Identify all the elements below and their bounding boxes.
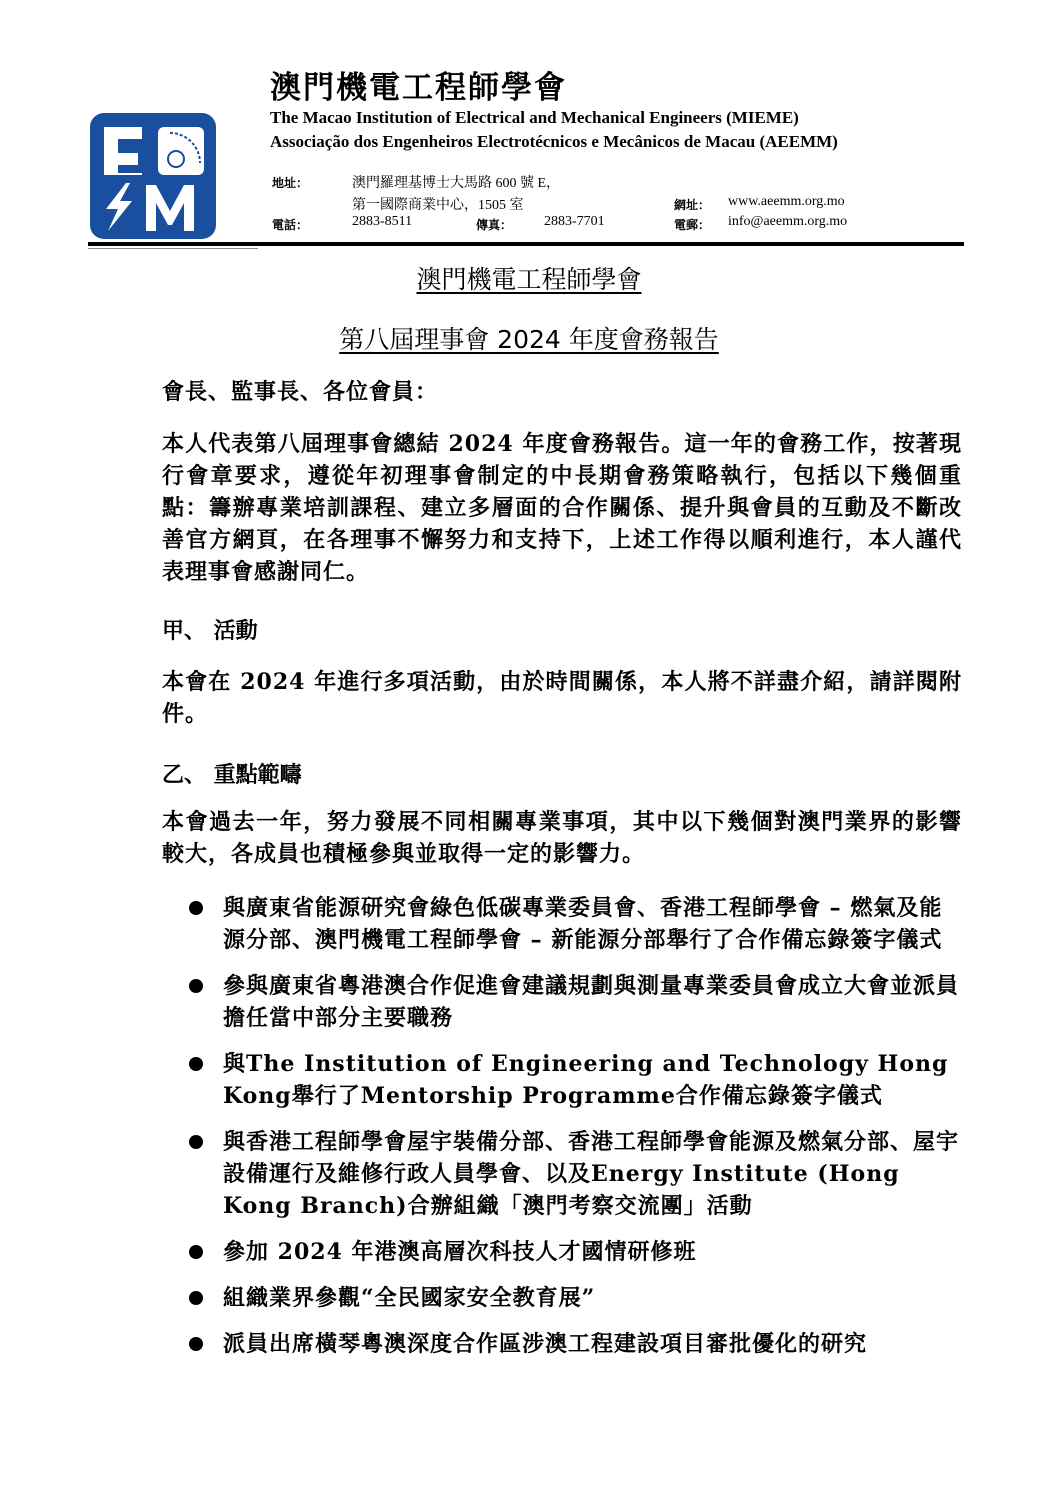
address-label: 地址： [272,176,309,190]
list-item-text: 派員出席橫琴粵澳深度合作區涉澳工程建設項目審批優化的研究 [223,1331,868,1357]
header-divider-thin [88,248,258,249]
email-link[interactable]: info@aeemm.org.mo [728,214,848,229]
fax-label: 傳真： [476,218,513,232]
fax-number: 2883-7701 [544,214,605,229]
list-item-text: 與香港工程師學會屋宇裝備分部、香港工程師學會能源及燃氣分部、屋宇設備運行及維修行政人員學會、以及Energy Institute (Hong Kong Branch)合辦組織「澳門考察交流團」活動 [223,1129,960,1219]
bullet-icon [189,1135,203,1149]
list-item [185,1328,965,1360]
document-subtitle: 第八屆理事會 2024 年度會務報告 [339,325,719,354]
list-item [185,1282,965,1314]
salutation-text: 會長、監事長、各位會員： [162,379,439,405]
list-item [185,892,965,956]
bullet-icon [189,1291,203,1305]
bullet-icon [189,979,203,993]
address-line-1: 澳門羅理基博士大馬路 600 號 E， [352,176,561,191]
section-a-text: 本會在 2024 年進行多項活動，由於時間關係，本人將不詳盡介紹，請詳閱附件。 [162,669,962,727]
address-line-2: 第一國際商業中心，1505 室 [352,198,524,213]
mieme-logo [90,113,216,239]
section-b-heading: 乙、 重點範疇 [162,762,302,788]
section-b-paragraph [162,806,962,870]
list-item-text: 參加 2024 年港澳高層次科技人才國情研修班 [223,1239,697,1265]
phone-number: 2883-8511 [352,214,413,229]
section-a-heading: 甲、 活動 [162,618,258,644]
section-a-paragraph [162,666,962,730]
key-areas-list [185,892,965,1374]
org-name-en: The Macao Institution of Electrical and Mechanical Engineers (MIEME) [270,108,799,127]
intro-text: 本人代表第八屆理事會總結 2024 年度會務報告。這一年的會務工作，按著現行會章要求，遵從年初理事會制定的中長期會務策略執行，包括以下幾個重點：籌辦專業培訓課程、建立多層面的合作關係、提升與會員的互動及不斷改善官方網頁，在各理事不懈努力和支持下，上述工作得以順利進行，本人謹代表理事會感謝同仁。 [162,431,962,585]
org-name-pt: Associação dos Engenheiros Electrotécnicos e Mecânicos de Macau (AEEMM) [270,132,838,151]
website-link[interactable]: www.aeemm.org.mo [728,194,845,209]
intro-paragraph [162,428,962,588]
bullet-icon [189,1337,203,1351]
list-item-text: 參與廣東省粵港澳合作促進會建議規劃與測量專業委員會成立大會並派員擔任當中部分主要職務 [223,973,960,1031]
list-item-text: 組織業界參觀“全民國家安全教育展” [223,1285,596,1311]
website-label: 網址： [674,198,711,212]
list-item [185,1126,965,1222]
list-item-text: 與廣東省能源研究會綠色低碳專業委員會、香港工程師學會 – 燃氣及能源分部、澳門機電工程師學會 – 新能源分部舉行了合作備忘錄簽字儀式 [223,895,943,953]
email-label: 電郵： [674,218,711,232]
header-divider [88,242,964,246]
list-item [185,970,965,1034]
bullet-icon [189,901,203,915]
salutation [162,376,962,408]
bullet-icon [189,1245,203,1259]
list-item [185,1048,965,1112]
document-title: 澳門機電工程師學會 [416,265,642,294]
list-item [185,1236,965,1268]
list-item-text: 與The Institution of Engineering and Technology Hong Kong舉行了Mentorship Programme合作備忘錄簽字儀式 [223,1051,949,1109]
bullet-icon [189,1057,203,1071]
org-name-zh: 澳門機電工程師學會 [270,70,567,106]
section-b-text: 本會過去一年，努力發展不同相關專業事項，其中以下幾個對澳門業界的影響較大，各成員也積極參與並取得一定的影響力。 [162,809,962,867]
phone-label: 電話： [272,218,309,232]
